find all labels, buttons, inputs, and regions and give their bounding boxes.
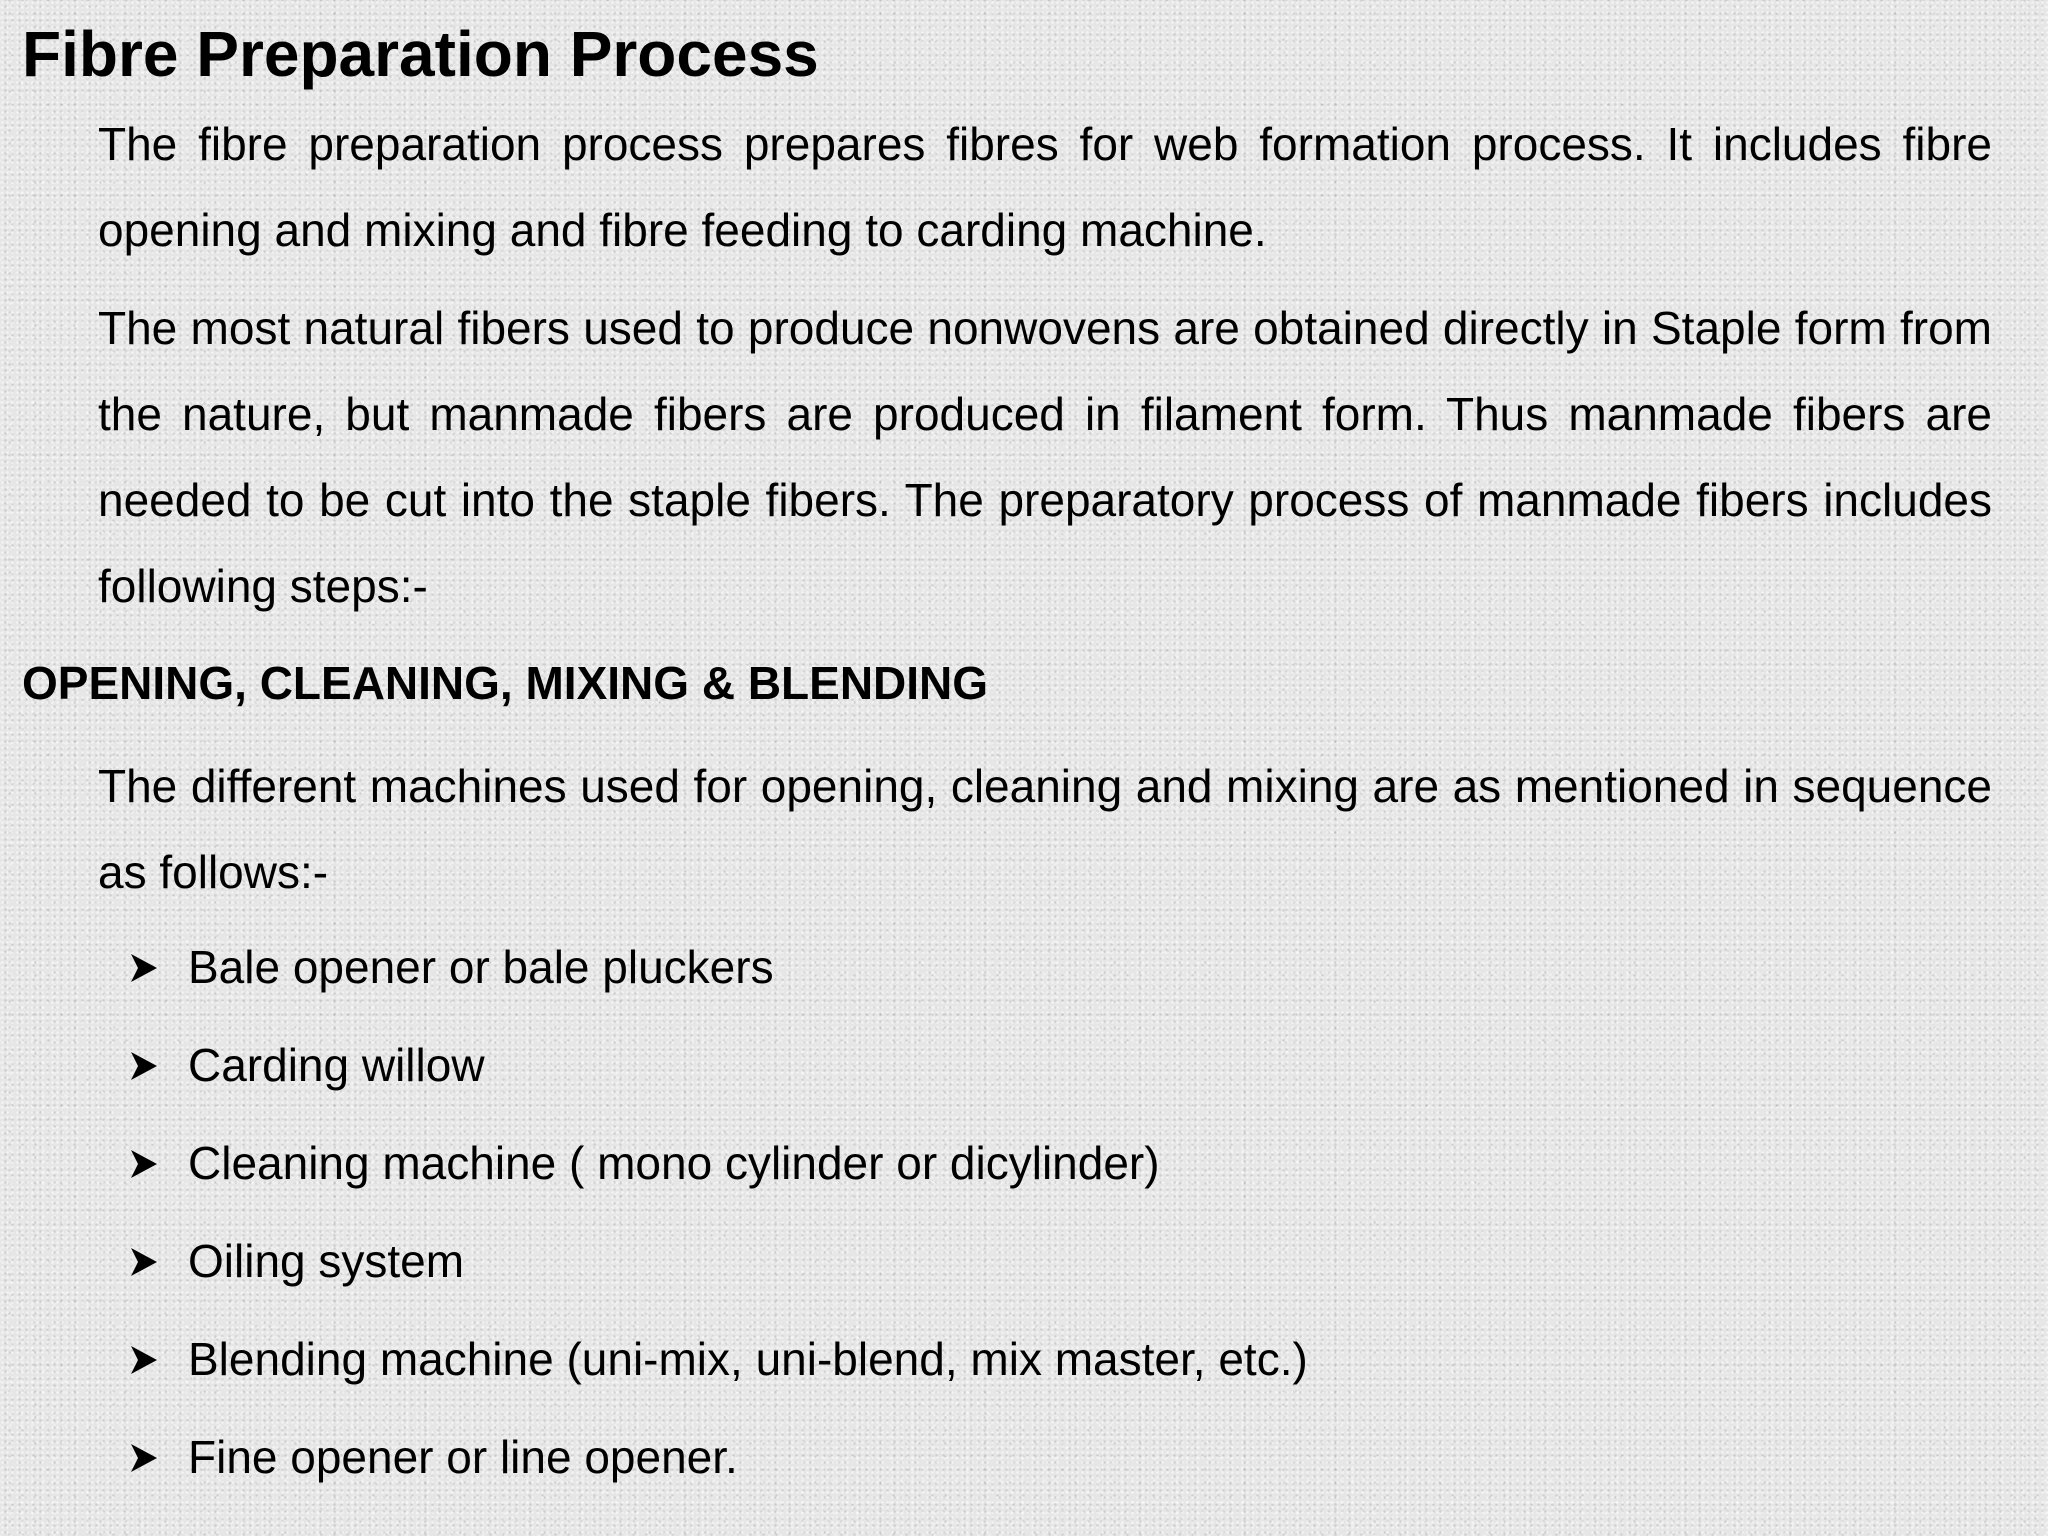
slide-title: Fibre Preparation Process (22, 18, 819, 90)
list-item-label: Oiling system (188, 1235, 465, 1287)
list-item (124, 930, 1308, 1028)
arrowhead-bullet-icon (124, 1420, 188, 1494)
section-heading: OPENING, CLEANING, MIXING & BLENDING (22, 657, 989, 709)
section-paragraph: The different machines used for opening, cleaning and mixing are as mentioned in sequence as follows:- (98, 760, 1992, 898)
arrowhead-bullet-icon (124, 1028, 188, 1102)
intro-paragraph: The fibre preparation process prepares fibres for web formation process. It includes fibre opening and mixing and fibre feeding to carding machine. (98, 118, 1992, 256)
arrowhead-bullet-icon (124, 930, 188, 1004)
arrowhead-bullet-icon (124, 1224, 188, 1298)
list-item-label: Blending machine (uni-mix, uni-blend, mix master, etc.) (188, 1333, 1308, 1385)
list-item (124, 1028, 1308, 1126)
arrowhead-bullet-icon (124, 1126, 188, 1200)
list-item-label: Bale opener or bale pluckers (188, 941, 774, 993)
list-item (124, 1322, 1308, 1420)
list-item (124, 1126, 1308, 1224)
arrowhead-bullet-icon (124, 1322, 188, 1396)
list-item-label: Fine opener or line opener. (188, 1431, 738, 1483)
list-item (124, 1224, 1308, 1322)
machine-list (124, 930, 1308, 1518)
list-item-label: Carding willow (188, 1039, 485, 1091)
list-item-label: Cleaning machine ( mono cylinder or dicylinder) (188, 1137, 1160, 1189)
fiber-source-paragraph: The most natural fibers used to produce nonwovens are obtained directly in Staple form from the nature, but manmade fibers are produced in filament form. Thus manmade fibers are needed to be cut into the staple fibers. The preparatory process of manmade fibers includes following steps:- (98, 302, 1992, 612)
list-item (124, 1420, 1308, 1518)
